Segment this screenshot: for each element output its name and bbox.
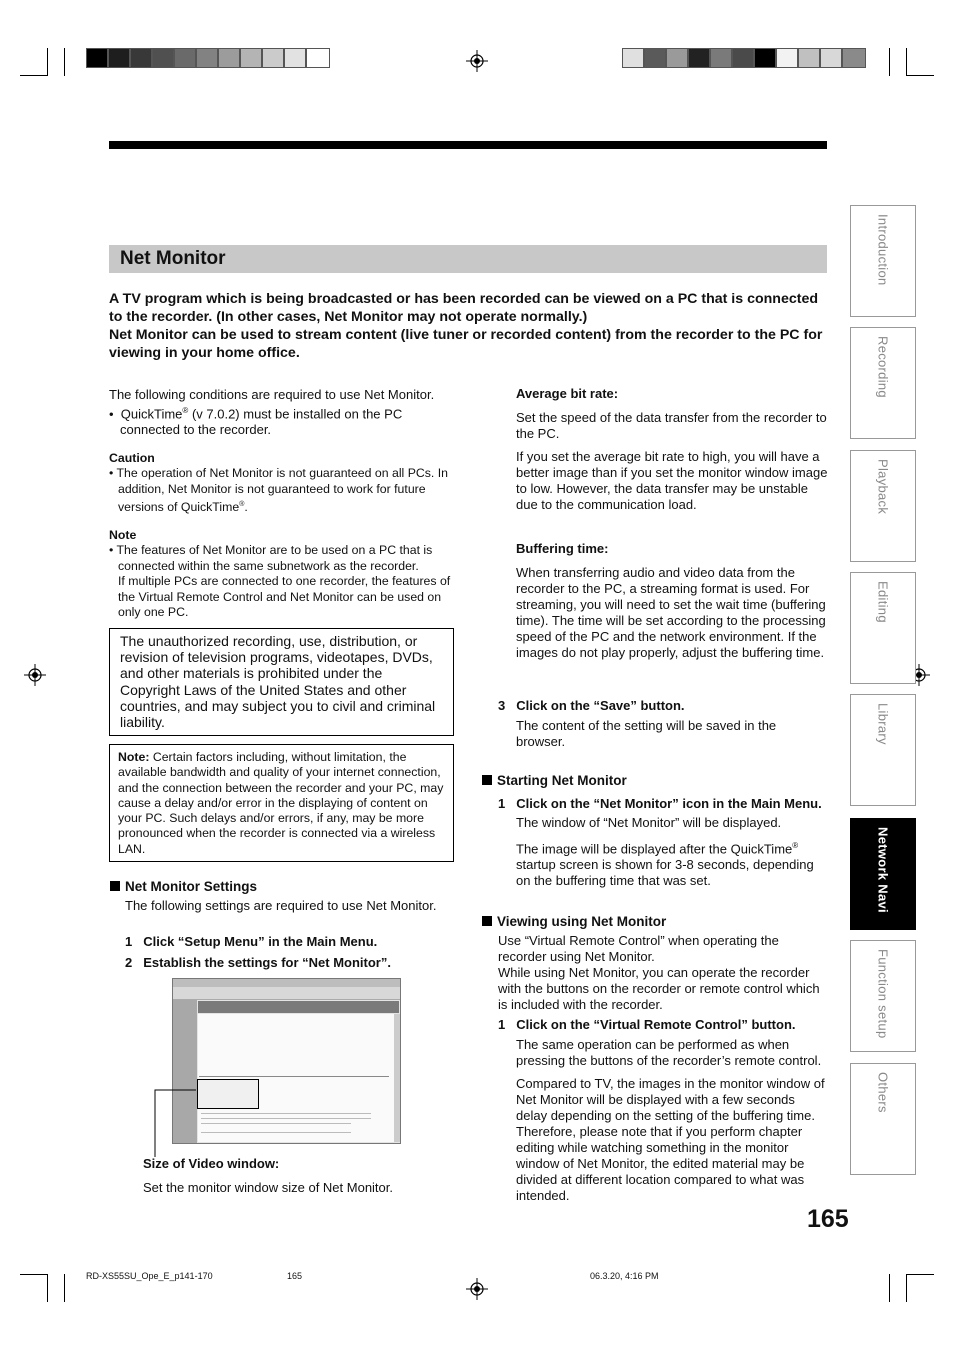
crop-mark bbox=[906, 1274, 934, 1275]
callout-line bbox=[150, 1085, 200, 1160]
color-swatch bbox=[842, 48, 866, 68]
color-swatch bbox=[240, 48, 262, 68]
color-swatch bbox=[218, 48, 240, 68]
avg-text: Set the speed of the data transfer from the recorder to the PC. If you set the average bit rate to high, you will have a better image than if you set the monitor window image to low. However, the data transfer may be unstable due to the communication load. bbox=[516, 410, 828, 512]
color-swatch bbox=[108, 48, 130, 68]
start-heading: Starting Net Monitor bbox=[482, 773, 627, 788]
crop-mark bbox=[906, 1274, 907, 1302]
buf-heading: Buffering time: bbox=[516, 541, 609, 556]
color-swatch bbox=[644, 48, 666, 68]
divider bbox=[199, 1076, 389, 1077]
color-swatch bbox=[86, 48, 108, 68]
footer-file: RD-XS55SU_Ope_E_p141-170 bbox=[86, 1271, 213, 1281]
color-swatch bbox=[152, 48, 174, 68]
conditions-block bbox=[109, 387, 454, 438]
crop-mark bbox=[64, 1274, 65, 1302]
tab-library[interactable]: Library bbox=[850, 694, 916, 806]
copyright-box: The unauthorized recording, use, distribution, or revision of television programs, videotapes, DVDs, and other materials is prohibited under the Copyright Laws of the United States and other countries, and may subject you to civil and criminal liability. bbox=[109, 628, 454, 736]
color-swatch bbox=[284, 48, 306, 68]
tab-playback[interactable]: Playback bbox=[850, 450, 916, 562]
color-swatch bbox=[710, 48, 732, 68]
tab-network-navi[interactable]: Network Navi bbox=[850, 818, 916, 930]
square-bullet-icon bbox=[482, 775, 492, 785]
text-line bbox=[201, 1118, 371, 1119]
window-menubar bbox=[198, 1001, 399, 1013]
caution-text: • The operation of Net Monitor is not guaranteed on all PCs. In addition, Net Monitor is not guaranteed to work for future versions of QuickTime®. bbox=[109, 466, 449, 515]
color-swatch bbox=[732, 48, 754, 68]
text-line bbox=[201, 1132, 351, 1133]
color-swatch bbox=[262, 48, 284, 68]
text-line bbox=[201, 1113, 371, 1114]
caution-heading: Caution bbox=[109, 451, 155, 465]
conditions-text: The following conditions are required to use Net Monitor. bbox=[109, 387, 435, 402]
note-block bbox=[109, 528, 456, 620]
view-heading: Viewing using Net Monitor bbox=[482, 914, 666, 929]
registration-mark-icon bbox=[24, 664, 46, 686]
color-swatch bbox=[196, 48, 218, 68]
top-rule bbox=[109, 141, 827, 149]
footer-page: 165 bbox=[287, 1271, 303, 1281]
start-step: 1 Click on the “Net Monitor” icon in the Main Menu. bbox=[498, 796, 822, 811]
color-swatch bbox=[130, 48, 152, 68]
tab-function-setup[interactable]: Function setup bbox=[850, 940, 916, 1052]
color-swatch bbox=[820, 48, 842, 68]
settings-intro: The following settings are required to use Net Monitor. bbox=[125, 898, 437, 913]
view-text: Use “Virtual Remote Control” when operating the recorder using Net Monitor. While using Net Monitor, you can operate the recorder with the buttons on the recorder or remote control which is included with the recorder. bbox=[498, 933, 820, 1012]
step-2: 2 Establish the settings for “Net Monitor”. bbox=[125, 955, 391, 970]
intro-paragraph: A TV program which is being broadcasted or has been recorded can be viewed on a PC that is connected to the recorder. (In other cases, Net Monitor may not operate normally.) bbox=[109, 291, 819, 325]
color-swatch bbox=[622, 48, 644, 68]
step-3: 3 Click on the “Save” button. bbox=[498, 698, 685, 713]
registration-mark-icon bbox=[466, 1278, 488, 1300]
registration-mark-icon bbox=[466, 50, 488, 72]
crop-mark bbox=[889, 48, 890, 76]
avg-heading: Average bit rate: bbox=[516, 386, 619, 401]
tab-introduction[interactable]: Introduction bbox=[850, 205, 916, 317]
section-header bbox=[109, 245, 827, 273]
crop-mark bbox=[64, 48, 65, 76]
text-line bbox=[201, 1123, 351, 1124]
note-box: Note: Certain factors including, without limitation, the available bandwidth and quality of your internet connection, and the connection between the recorder and your PC, may cause a delay and/or error in the displaying of content on your PC. Such delays and/or errors, if any, may be more pronounced when the recorder is connected via a wireless LAN. bbox=[109, 744, 454, 862]
color-swatch bbox=[174, 48, 196, 68]
color-swatch bbox=[776, 48, 798, 68]
crop-mark bbox=[47, 48, 48, 76]
size-heading: Size of Video window: bbox=[143, 1156, 280, 1171]
color-swatch bbox=[306, 48, 330, 68]
tab-others[interactable]: Others bbox=[850, 1063, 916, 1175]
crop-mark bbox=[20, 75, 48, 76]
crop-mark bbox=[47, 1274, 48, 1302]
square-bullet-icon bbox=[482, 916, 492, 926]
step3-text: The content of the setting will be saved in the browser. bbox=[516, 718, 777, 749]
tab-recording[interactable]: Recording bbox=[850, 327, 916, 439]
quicktime-bullet: • QuickTime® (v 7.0.2) must be installed on the PC connected to the recorder. bbox=[109, 406, 403, 438]
footer-date: 06.3.20, 4:16 PM bbox=[590, 1271, 659, 1281]
section-title: Net Monitor bbox=[120, 248, 226, 269]
start-text: The window of “Net Monitor” will be displayed. The image will be displayed after the QuickTime® startup screen is shown for 3-8 seconds, depending on the buffering time that was set. bbox=[516, 815, 814, 889]
color-swatch bbox=[688, 48, 710, 68]
settings-fields-highlight bbox=[197, 1079, 259, 1109]
caution-block bbox=[109, 451, 456, 516]
tab-editing[interactable]: Editing bbox=[850, 572, 916, 684]
window-toolbar bbox=[173, 987, 400, 1000]
square-bullet-icon bbox=[110, 881, 120, 891]
setup-menu-screenshot bbox=[172, 978, 401, 1144]
intro-text bbox=[109, 290, 827, 362]
note-heading: Note bbox=[109, 528, 137, 542]
crop-mark bbox=[889, 1274, 890, 1302]
intro-paragraph: Net Monitor can be used to stream content (live tuner or recorded content) from the recorder to the PC for viewing in your home office. bbox=[109, 327, 823, 361]
settings-heading: Net Monitor Settings bbox=[110, 879, 257, 894]
color-swatch bbox=[798, 48, 820, 68]
crop-mark bbox=[906, 75, 934, 76]
note-line: • The features of Net Monitor are to be used on a PC that is connected within the same subnetwork as the recorder. bbox=[109, 543, 433, 573]
window-titlebar bbox=[173, 979, 400, 987]
view-step-text: The same operation can be performed as when pressing the buttons of the recorder’s remote control. Compared to TV, the images in the monitor window of Net Monitor will be displayed with a few seconds delay depending on the setting of the buffering time. Therefore, please note that if you perform chapter editing while watching something in the monitor window of Net Monitor, the edited material may be divided at different location compared to what was intended. bbox=[516, 1037, 825, 1203]
view-step: 1 Click on the “Virtual Remote Control” button. bbox=[498, 1017, 796, 1032]
page-number: 165 bbox=[807, 1205, 849, 1233]
size-text: Set the monitor window size of Net Monitor. bbox=[143, 1180, 394, 1195]
crop-mark bbox=[906, 48, 907, 76]
window-scrollbar bbox=[394, 1014, 400, 1142]
crop-mark bbox=[20, 1274, 48, 1275]
note-line: If multiple PCs are connected to one recorder, the features of the Virtual Remote Control and Net Monitor can be used on only one PC. bbox=[118, 574, 451, 620]
step-1: 1 Click “Setup Menu” in the Main Menu. bbox=[125, 934, 378, 949]
color-swatch bbox=[666, 48, 688, 68]
buf-text: When transferring audio and video data from the recorder to the PC, a streaming format is used. For streaming, you will need to set the wait time (buffering time). The time will be set according to the processing speed of the PC and the network environment. If the images do not play properly, adjust the buffering time. bbox=[516, 565, 826, 660]
color-swatch bbox=[754, 48, 776, 68]
